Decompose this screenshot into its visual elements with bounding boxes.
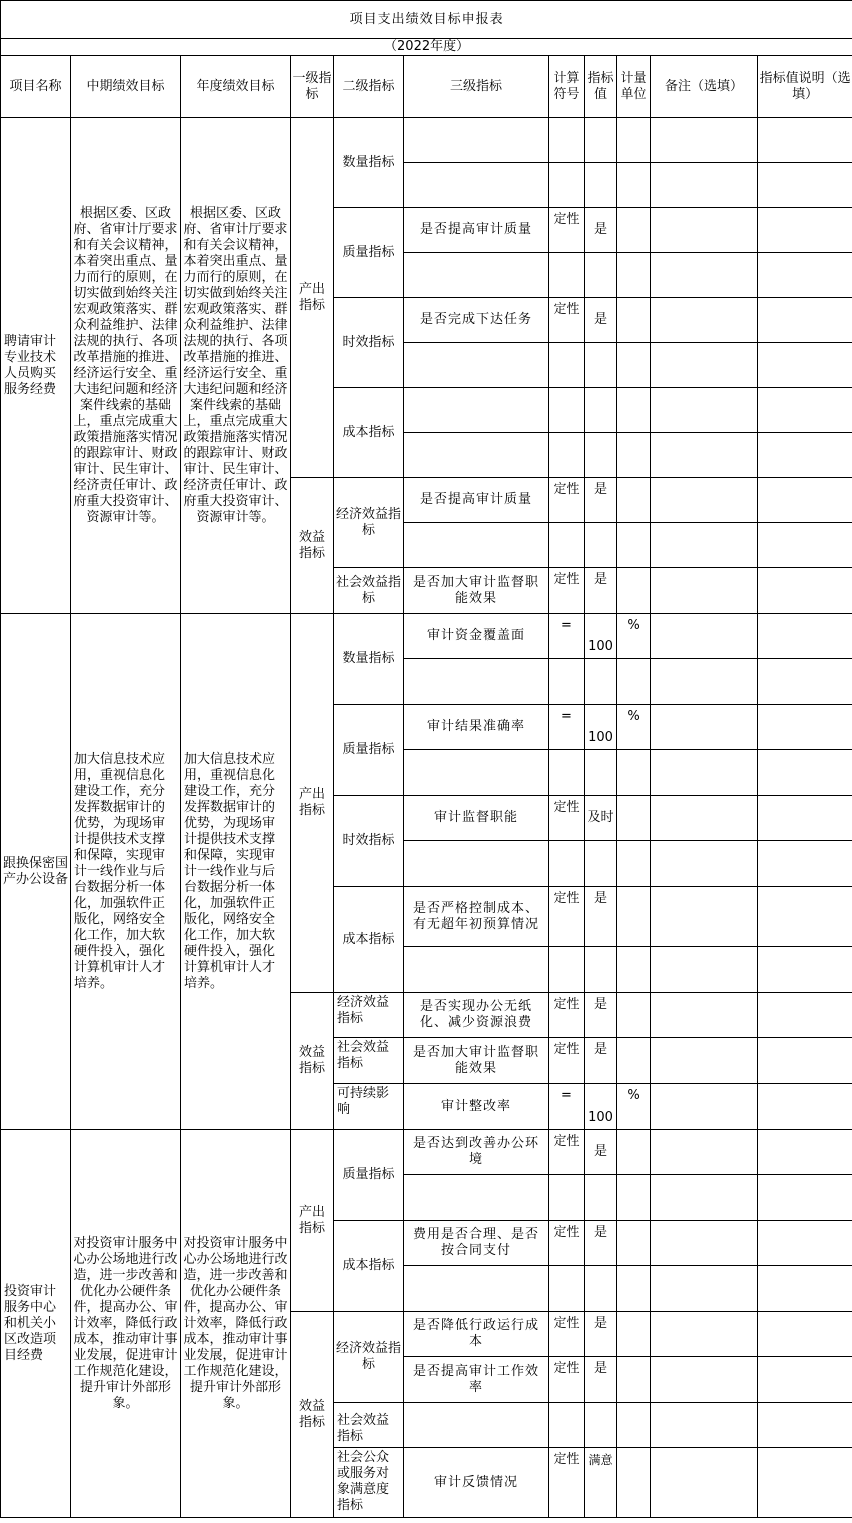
indicator-value: 100 [585, 1084, 617, 1130]
calc-symbol: 定性 [549, 993, 585, 1038]
table-cell [404, 118, 549, 163]
calc-symbol: 定性 [549, 1221, 585, 1266]
annual-goal: 对投资审计服务中心办公场地进行改造，进一步改善和优化办公硬件条件，提高办公、审计效率，降低行政成本，推动审计事业发展，促进审计工作规范化建设，提升审计外部形象。 [181, 1130, 291, 1518]
table-cell [651, 568, 758, 614]
level2-sustainability: 可持续影响 [334, 1084, 404, 1130]
table-cell [585, 750, 617, 796]
level2-quality: 质量指标 [334, 1130, 404, 1221]
header-level3-indicator: 三级指标 [404, 56, 549, 118]
table-cell [651, 298, 758, 343]
table-cell [651, 343, 758, 388]
indicator-value: 是 [585, 1130, 617, 1175]
table-cell [758, 796, 852, 841]
table-cell [585, 253, 617, 298]
table-cell [617, 1038, 651, 1084]
table-cell [617, 887, 651, 947]
level3-indicator: 费用是否合理、是否按合同支付 [404, 1221, 549, 1266]
level2-social: 社会效益指标 [334, 568, 404, 614]
table-cell [404, 163, 549, 208]
table-cell [758, 1175, 852, 1221]
table-cell [549, 947, 585, 993]
table-cell [617, 1175, 651, 1221]
table-cell [758, 568, 852, 614]
table-cell [651, 388, 758, 433]
table-cell [651, 887, 758, 947]
table-cell [651, 1357, 758, 1403]
table-cell [651, 1084, 758, 1130]
table-cell [617, 1221, 651, 1266]
annual-goal: 根据区委、区政府、省审计厅要求和有关会议精神，本着突出重点、量力而行的原则，在切实做到始终关注宏观政策落实、群众利益维护、法律法规的执行、各项改革措施的推进、经济运行安全、重大违纪问题和经济案件线索的基础上，重点完成重大政策措施落实情况的跟踪审计、财政审计、民生审计、经济责任审计、政府重大投资审计、资源审计等。 [181, 118, 291, 614]
table-cell [404, 1403, 549, 1448]
level3-indicator: 是否提高审计质量 [404, 208, 549, 253]
table-cell [758, 614, 852, 659]
table-cell [549, 523, 585, 568]
table-cell [758, 253, 852, 298]
annual-goal: 加大信息技术应用，重视信息化建设工作，充分发挥数据审计的优势，为现场审计提供技术支撑和保障，实现审计一线作业与后台数据分析一体化，加强软件正版化，网络安全化工作，加大软硬件投入，强化计算机审计人才培养。 [181, 614, 291, 1130]
table-cell [651, 1221, 758, 1266]
level3-indicator: 是否加大审计监督职能效果 [404, 568, 549, 614]
table-cell [758, 1130, 852, 1175]
table-cell [651, 1266, 758, 1312]
table-cell [617, 388, 651, 433]
calc-symbol: = [549, 705, 585, 750]
table-cell [758, 118, 852, 163]
table-cell [549, 1266, 585, 1312]
table-cell [585, 433, 617, 478]
level3-indicator: 审计资金覆盖面 [404, 614, 549, 659]
table-cell [549, 841, 585, 887]
level2-economic: 经济效益指标 [334, 478, 404, 568]
table-cell [758, 343, 852, 388]
table-cell [585, 947, 617, 993]
header-level2-indicator: 二级指标 [334, 56, 404, 118]
table-cell [404, 343, 549, 388]
table-cell [617, 208, 651, 253]
level2-social: 社会效益指标 [334, 1038, 404, 1084]
table-cell [758, 659, 852, 705]
table-cell [758, 1312, 852, 1357]
header-project-name: 项目名称 [1, 56, 71, 118]
level2-social: 社会效益指标 [334, 1403, 404, 1448]
table-cell [404, 750, 549, 796]
calc-symbol: 定性 [549, 1448, 585, 1518]
calc-symbol: 定性 [549, 208, 585, 253]
level2-quantity: 数量指标 [334, 118, 404, 208]
table-cell [651, 208, 758, 253]
indicator-value: 是 [585, 1357, 617, 1403]
level2-quality: 质量指标 [334, 208, 404, 298]
table-cell [758, 433, 852, 478]
table-cell [651, 478, 758, 523]
table-cell [617, 253, 651, 298]
level2-quantity: 数量指标 [334, 614, 404, 705]
table-cell [758, 208, 852, 253]
table-cell [404, 253, 549, 298]
level1-output: 产出指标 [291, 1130, 334, 1312]
table-cell [651, 1403, 758, 1448]
indicator-value: 是 [585, 568, 617, 614]
level2-satisfaction: 社会公众或服务对象满意度指标 [334, 1448, 404, 1518]
level3-indicator: 审计反馈情况 [404, 1448, 549, 1518]
level3-indicator: 审计监督职能 [404, 796, 549, 841]
fiscal-year: （2022年度） [1, 39, 852, 56]
table-cell [617, 1130, 651, 1175]
header-annual-goal: 年度绩效目标 [181, 56, 291, 118]
table-cell [758, 523, 852, 568]
table-cell [651, 659, 758, 705]
level1-output: 产出指标 [291, 118, 334, 478]
table-cell [585, 118, 617, 163]
table-cell [617, 1312, 651, 1357]
table-cell [758, 947, 852, 993]
calc-symbol: 定性 [549, 1312, 585, 1357]
calc-symbol: 定性 [549, 478, 585, 523]
table-cell [617, 568, 651, 614]
table-cell [549, 343, 585, 388]
indicator-value: 是 [585, 1221, 617, 1266]
table-cell [404, 1175, 549, 1221]
table-cell [758, 1357, 852, 1403]
table-cell [651, 523, 758, 568]
table-cell [758, 1448, 852, 1518]
level3-indicator: 是否完成下达任务 [404, 298, 549, 343]
table-cell [758, 298, 852, 343]
table-cell [585, 523, 617, 568]
calc-symbol: = [549, 1084, 585, 1130]
table-cell [651, 1175, 758, 1221]
header-calc-symbol: 计算符号 [549, 56, 585, 118]
table-cell [617, 796, 651, 841]
table-cell [404, 947, 549, 993]
table-cell [617, 1266, 651, 1312]
table-cell [758, 388, 852, 433]
table-cell [758, 887, 852, 947]
table-cell [549, 750, 585, 796]
level2-timeliness: 时效指标 [334, 796, 404, 887]
level2-timeliness: 时效指标 [334, 298, 404, 388]
table-cell [758, 163, 852, 208]
level3-indicator: 是否提高审计质量 [404, 478, 549, 523]
calc-symbol: 定性 [549, 1038, 585, 1084]
table-cell [549, 659, 585, 705]
calc-symbol: 定性 [549, 298, 585, 343]
level2-cost: 成本指标 [334, 388, 404, 478]
indicator-value: 满意 [585, 1448, 617, 1518]
table-cell [549, 433, 585, 478]
table-cell [549, 118, 585, 163]
table-cell [651, 705, 758, 750]
table-cell [651, 796, 758, 841]
indicator-value: 是 [585, 993, 617, 1038]
table-cell [651, 614, 758, 659]
table-cell [617, 841, 651, 887]
table-cell [585, 1175, 617, 1221]
project-name: 聘请审计专业技术人员购买服务经费 [1, 118, 71, 614]
table-cell [651, 433, 758, 478]
table-cell [617, 1448, 651, 1518]
table-cell [651, 1130, 758, 1175]
table-cell [758, 1084, 852, 1130]
project-name: 跟换保密国产办公设备 [1, 614, 71, 1130]
calc-symbol: 定性 [549, 887, 585, 947]
level1-benefit: 效益指标 [291, 1312, 334, 1518]
level3-indicator: 审计结果准确率 [404, 705, 549, 750]
level1-benefit: 效益指标 [291, 993, 334, 1130]
table-cell [651, 163, 758, 208]
table-cell [758, 1266, 852, 1312]
table-cell [758, 750, 852, 796]
table-cell [617, 118, 651, 163]
table-cell [549, 388, 585, 433]
level3-indicator: 是否达到改善办公环境 [404, 1130, 549, 1175]
table-cell [617, 947, 651, 993]
table-cell [404, 841, 549, 887]
level3-indicator: 是否实现办公无纸化、减少资源浪费 [404, 993, 549, 1038]
table-cell [549, 163, 585, 208]
indicator-value: 是 [585, 208, 617, 253]
table-cell [549, 1403, 585, 1448]
calc-symbol: 定性 [549, 796, 585, 841]
table-cell [617, 750, 651, 796]
table-cell [585, 163, 617, 208]
table-cell [617, 1357, 651, 1403]
table-cell [585, 1266, 617, 1312]
level2-economic: 经济效益指标 [334, 993, 404, 1038]
indicator-value: 及时 [585, 796, 617, 841]
table-cell [651, 1038, 758, 1084]
header-mid-term-goal: 中期绩效目标 [71, 56, 181, 118]
indicator-value: 是 [585, 478, 617, 523]
indicator-value: 100 [585, 614, 617, 659]
table-cell [651, 947, 758, 993]
table-cell [404, 659, 549, 705]
table-cell [651, 118, 758, 163]
table-cell [585, 841, 617, 887]
table-cell [758, 1221, 852, 1266]
table-cell [585, 1403, 617, 1448]
level3-indicator: 是否加大审计监督职能效果 [404, 1038, 549, 1084]
table-cell [585, 659, 617, 705]
indicator-value: 是 [585, 1038, 617, 1084]
calc-symbol: 定性 [549, 1357, 585, 1403]
header-value-description: 指标值说明（选填） [758, 56, 852, 118]
table-cell [617, 1403, 651, 1448]
table-cell [404, 523, 549, 568]
indicator-value: 100 [585, 705, 617, 750]
project-name: 投资审计服务中心和机关小区改造项目经费 [1, 1130, 71, 1518]
header-indicator-value: 指标值 [585, 56, 617, 118]
table-cell [617, 298, 651, 343]
mid-term-goal: 根据区委、区政府、省审计厅要求和有关会议精神，本着突出重点、量力而行的原则，在切实做到始终关注宏观政策落实、群众利益维护、法律法规的执行、各项改革措施的推进、经济运行安全、重大违纪问题和经济案件线索的基础上，重点完成重大政策措施落实情况的跟踪审计、财政审计、民生审计、经济责任审计、政府重大投资审计、资源审计等。 [71, 118, 181, 614]
indicator-value: 是 [585, 1312, 617, 1357]
table-cell [404, 433, 549, 478]
table-cell [758, 478, 852, 523]
table-cell [758, 705, 852, 750]
table-cell [651, 993, 758, 1038]
level2-cost: 成本指标 [334, 887, 404, 993]
measure-unit: % [617, 614, 651, 659]
table-cell [617, 659, 651, 705]
indicator-value: 是 [585, 298, 617, 343]
table-cell [758, 841, 852, 887]
header-remark: 备注（选填） [651, 56, 758, 118]
table-cell [585, 388, 617, 433]
table-cell [617, 163, 651, 208]
table-cell [758, 1403, 852, 1448]
level2-quality: 质量指标 [334, 705, 404, 796]
table-cell [585, 343, 617, 388]
table-cell [404, 388, 549, 433]
measure-unit: % [617, 705, 651, 750]
table-cell [617, 478, 651, 523]
table-cell [617, 343, 651, 388]
indicator-value: 是 [585, 887, 617, 947]
table-cell [651, 1448, 758, 1518]
table-cell [549, 1175, 585, 1221]
header-level1-indicator: 一级指标 [291, 56, 334, 118]
calc-symbol: = [549, 614, 585, 659]
mid-term-goal: 对投资审计服务中心办公场地进行改造，进一步改善和优化办公硬件条件，提高办公、审计效率，降低行政成本，推动审计事业发展，促进审计工作规范化建设，提升审计外部形象。 [71, 1130, 181, 1518]
level3-indicator: 是否提高审计工作效率 [404, 1357, 549, 1403]
calc-symbol: 定性 [549, 568, 585, 614]
measure-unit: % [617, 1084, 651, 1130]
table-cell [404, 1266, 549, 1312]
table-cell [617, 433, 651, 478]
level2-cost: 成本指标 [334, 1221, 404, 1312]
calc-symbol: 定性 [549, 1130, 585, 1175]
table-cell [758, 993, 852, 1038]
level3-indicator: 是否严格控制成本、有无超年初预算情况 [404, 887, 549, 947]
table-cell [617, 993, 651, 1038]
level3-indicator: 是否降低行政运行成本 [404, 1312, 549, 1357]
table-cell [549, 253, 585, 298]
table-cell [651, 841, 758, 887]
level2-economic: 经济效益指标 [334, 1312, 404, 1403]
mid-term-goal: 加大信息技术应用，重视信息化建设工作，充分发挥数据审计的优势，为现场审计提供技术支撑和保障，实现审计一线作业与后台数据分析一体化，加强软件正版化，网络安全化工作，加大软硬件投入，强化计算机审计人才培养。 [71, 614, 181, 1130]
table-title: 项目支出绩效目标申报表 [1, 1, 852, 39]
table-cell [617, 523, 651, 568]
table-cell [651, 750, 758, 796]
table-cell [651, 1312, 758, 1357]
table-cell [651, 253, 758, 298]
level3-indicator: 审计整改率 [404, 1084, 549, 1130]
level1-output: 产出指标 [291, 614, 334, 993]
table-cell [758, 1038, 852, 1084]
header-measure-unit: 计量单位 [617, 56, 651, 118]
level1-benefit: 效益指标 [291, 478, 334, 614]
